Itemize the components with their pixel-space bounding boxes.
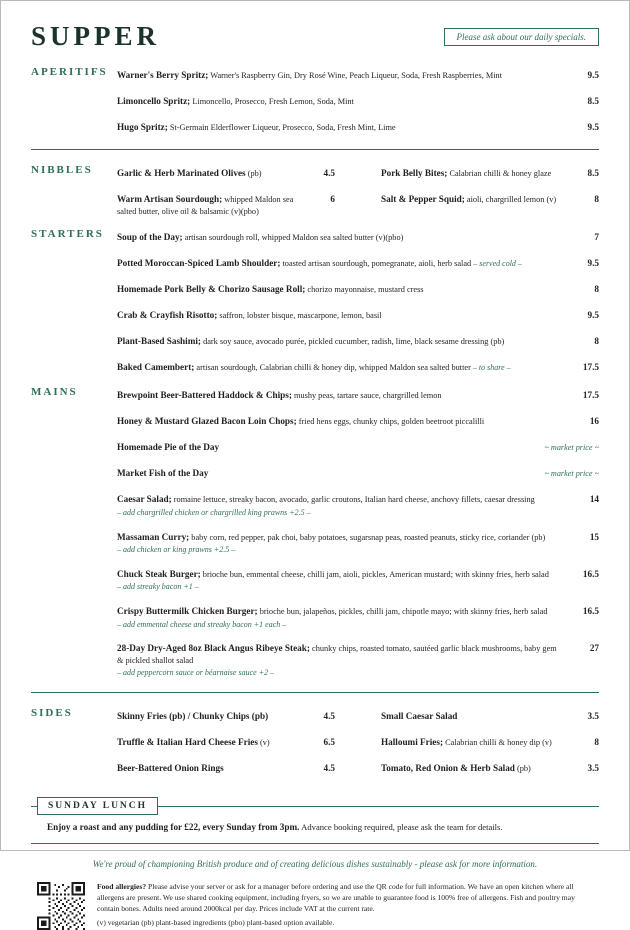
item-text: [117, 231, 571, 244]
market-price-note: ~ market price ~: [544, 469, 599, 479]
section-starters: [31, 227, 599, 383]
price-value: 17.5: [582, 390, 599, 401]
item-name: Warner's Berry Spritz;: [117, 70, 209, 80]
item-desc: toasted artisan sourdough, pomegranate, aioli, herb salad: [282, 259, 472, 269]
menu-item: [117, 385, 599, 403]
menu-item: [117, 758, 335, 776]
item-name: Homemade Pork Belly & Chorizo Sausage Roll;: [117, 284, 306, 295]
item-text: [117, 167, 307, 180]
item-text: [381, 193, 571, 206]
item-price: [571, 189, 599, 207]
item-price: [571, 758, 599, 776]
item-desc: Warner's Raspberry Gin, Dry Rosé Wine, Peach Liqueur, Soda, Fresh Raspberries, Mint: [210, 71, 503, 80]
item-price: [571, 527, 599, 545]
allergy-info: [97, 882, 593, 928]
item-price: [571, 706, 599, 724]
price-value: 9.5: [587, 122, 599, 132]
item-name: Chuck Steak Burger;: [117, 568, 201, 579]
item-price: [307, 163, 335, 181]
item-add-note: – add emmental cheese and streaky bacon +1 each –: [117, 619, 287, 629]
item-name: Honey & Mustard Glazed Bacon Loin Chops;: [117, 416, 297, 427]
nibbles-right-column: [381, 163, 599, 225]
item-desc: saffron, lobster bisque, mascarpone, lemon, basil: [219, 311, 382, 321]
menu-item: [117, 65, 599, 83]
item-desc: whipped Maldon sea salted butter, olive oil & balsamic (v)(pbo): [117, 195, 294, 216]
item-name: Salt & Pepper Squid;: [381, 194, 465, 204]
item-name: Pork Belly Bites;: [381, 168, 448, 178]
item-price: [544, 463, 599, 481]
menu-item: [117, 331, 599, 349]
item-text: [381, 167, 571, 180]
item-desc: chorizo mayonnaise, mustard cress: [307, 285, 424, 295]
item-name: Plant-Based Sashimi;: [117, 336, 201, 347]
item-price: [571, 279, 599, 297]
item-text: [117, 95, 571, 108]
item-desc: dark soy sauce, avocado purée, pickled cucumber, radish, lime, black sesame dressing (pb): [203, 337, 505, 347]
item-text: [381, 736, 571, 749]
item-name: 28-Day Dry-Aged 8oz Black Angus Ribeye Steak;: [117, 642, 310, 653]
price-value: 3.5: [587, 711, 599, 722]
item-name: Caesar Salad;: [117, 494, 172, 505]
item-text: [117, 257, 571, 270]
item-price: [571, 732, 599, 750]
sustainability-note: We're proud of championing British produce and of creating delicious dishes sustainably - please ask for more information.: [92, 859, 538, 870]
item-price: [571, 489, 599, 507]
item-name: Tomato, Red Onion & Herb Salad: [381, 763, 515, 774]
item-text: [117, 193, 307, 217]
item-name: Potted Moroccan-Spiced Lamb Shoulder;: [117, 258, 281, 269]
section-body: [117, 706, 599, 784]
item-desc: romaine lettuce, streaky bacon, avocado, garlic croutons, Italian hard cheese, anchovy fillets, caesar dressing: [173, 495, 535, 505]
item-add-note: – add chargrilled chicken or chargrilled king prawns +2.5 –: [117, 508, 311, 518]
price-value: 14: [589, 494, 599, 505]
item-price: [571, 357, 599, 375]
allergy-paragraph: [97, 882, 593, 914]
menu-item: [117, 527, 599, 556]
item-price: [571, 305, 599, 323]
market-price-note: ~ market price ~: [544, 443, 599, 453]
item-price: [571, 638, 599, 656]
item-name: Halloumi Fries;: [381, 737, 444, 748]
item-name: Crab & Crayfish Risotto;: [117, 310, 218, 321]
menu-item: [117, 189, 335, 217]
item-name: Homemade Pie of the Day: [117, 442, 220, 453]
price-value: 9.5: [587, 258, 599, 269]
item-text: [117, 69, 571, 82]
item-price: [571, 117, 599, 135]
item-price: [571, 227, 599, 245]
item-text: [117, 441, 544, 454]
item-desc: (pb): [247, 169, 262, 178]
price-value: 4.5: [323, 711, 335, 722]
sides-left-column: [117, 706, 335, 784]
menu-item: [117, 117, 599, 135]
price-value: 8: [594, 194, 599, 204]
item-add-note: – add peppercorn sauce or béarnaise sauce +2 –: [117, 668, 275, 678]
menu-item: [117, 357, 599, 375]
item-name: Skinny Fries (pb) / Chunky Chips (pb): [117, 711, 269, 722]
item-price: [307, 732, 335, 750]
item-text: [117, 389, 571, 402]
menu-item: [381, 732, 599, 750]
item-name: Beer-Battered Onion Rings: [117, 763, 224, 774]
price-value: 17.5: [582, 362, 599, 373]
section-body: [117, 163, 599, 225]
menu-item: [117, 463, 599, 481]
item-name: Market Fish of the Day: [117, 468, 209, 479]
menu-item: [381, 189, 599, 207]
item-name: Hugo Spritz;: [117, 122, 168, 132]
item-name: Soup of the Day;: [117, 232, 183, 243]
item-text: [117, 121, 571, 134]
item-inline-note: – to share –: [472, 363, 511, 373]
item-price: [571, 331, 599, 349]
menu-item: [117, 253, 599, 271]
item-price: [571, 411, 599, 429]
section-mains: [31, 385, 599, 686]
item-price: [544, 437, 599, 455]
item-add-note: – add streaky bacon +1 –: [117, 582, 199, 592]
item-desc: fried hens eggs, chunky chips, golden beetroot piccalilli: [298, 417, 485, 427]
price-value: 27: [589, 642, 599, 653]
item-desc: brioche bun, jalapeños, pickles, chilli jam, chipotle mayo; with skinny fries, herb salad: [259, 606, 548, 616]
sunday-lunch-detail: Advance booking required, please ask the team for details.: [301, 822, 503, 833]
item-name: Limoncello Spritz;: [117, 96, 191, 106]
item-price: [571, 253, 599, 271]
item-name: Small Caesar Salad: [381, 711, 458, 722]
item-price: [571, 65, 599, 83]
section-label: SIDES: [31, 707, 73, 720]
section-divider: [31, 149, 599, 150]
price-value: 16.5: [582, 605, 599, 616]
section-body: [117, 227, 599, 383]
item-desc: artisan sourdough, Calabrian chilli & honey dip, whipped Maldon sea salted butter: [196, 363, 471, 373]
item-text: [117, 762, 307, 775]
section-label: MAINS: [31, 386, 78, 399]
item-text: [381, 710, 571, 723]
item-text: [117, 415, 571, 428]
menu-item: [381, 163, 599, 181]
item-name: Garlic & Herb Marinated Olives: [117, 168, 246, 178]
price-value: 9.5: [587, 70, 599, 80]
item-text: [117, 467, 544, 480]
item-text: [117, 531, 571, 556]
allergy-body: Please advise your server or ask for a manager before ordering and use the QR code for full information. We have an open kitchen where all allergens are present. We use shared cooking equipment, including fryers, so we are unable to guarantee food is 100% free of allergens. Fish and poultry may contain bones. Adults need around 2000kcal per day. Prices include VAT at the current rate.: [97, 882, 575, 913]
item-name: Truffle & Italian Hard Cheese Fries: [117, 737, 258, 748]
page-title: SUPPER: [31, 21, 161, 51]
menu-item: [381, 706, 599, 724]
menu-item: [381, 758, 599, 776]
item-desc: (v): [260, 738, 270, 748]
item-desc: (pb): [517, 764, 531, 774]
price-value: 8: [594, 737, 599, 748]
item-inline-note: – served cold –: [473, 259, 522, 269]
qr-code: [37, 882, 85, 930]
item-text: [117, 605, 571, 630]
section-sides: [31, 706, 599, 784]
menu-item: [117, 706, 335, 724]
section-divider: [31, 692, 599, 693]
section-label: STARTERS: [31, 228, 104, 241]
item-desc: artisan sourdough roll, whipped Maldon sea salted butter (v)(pbo): [184, 233, 404, 243]
sides-right-column: [381, 706, 599, 784]
item-price: [571, 163, 599, 181]
price-value: 8.5: [587, 96, 599, 106]
sunday-lunch-lead: Enjoy a roast and any pudding for £22, every Sunday from 3pm.: [47, 822, 300, 833]
item-price: [307, 706, 335, 724]
item-price: [307, 758, 335, 776]
sunday-lunch-label: SUNDAY LUNCH: [37, 797, 158, 815]
item-name: Massaman Curry;: [117, 531, 190, 542]
item-price: [571, 385, 599, 403]
item-desc: brioche bun, emmental cheese, chilli jam, aioli, pickles, American mustard; with skinny fries, herb salad: [202, 569, 549, 579]
item-text: [117, 283, 571, 296]
price-value: 8: [594, 336, 599, 347]
item-name: Crispy Buttermilk Chicken Burger;: [117, 605, 258, 616]
item-name: Brewpoint Beer-Battered Haddock & Chips;: [117, 390, 292, 401]
item-desc: Limoncello, Prosecco, Fresh Lemon, Soda, Mint: [192, 97, 354, 106]
item-text: [117, 335, 571, 348]
section-aperitifs: [31, 65, 599, 143]
price-value: 3.5: [587, 763, 599, 774]
section-nibbles: [31, 163, 599, 225]
item-desc: chunky chips, roasted tomato, sautéed garlic black mushrooms, baby gem & pickled shallot salad: [117, 643, 557, 665]
item-text: [117, 736, 307, 749]
menu-item: [117, 305, 599, 323]
price-value: 8.5: [587, 168, 599, 178]
allergy-title: Food allergies?: [97, 882, 147, 892]
section-body: [117, 65, 599, 143]
menu-item: [117, 601, 599, 630]
menu-item: [117, 638, 599, 679]
daily-specials-note: Please ask about our daily specials.: [444, 28, 599, 46]
footer: [31, 882, 599, 930]
section-label: NIBBLES: [31, 164, 93, 176]
item-text: [117, 710, 307, 723]
item-desc: aioli, chargrilled lemon (v): [466, 195, 557, 204]
section-body: [117, 385, 599, 686]
price-value: 16: [589, 416, 599, 427]
price-value: 6.5: [323, 737, 335, 748]
menu-item: [117, 411, 599, 429]
price-value: 9.5: [587, 310, 599, 321]
price-value: 15: [589, 531, 599, 542]
menu-header: [31, 21, 599, 52]
item-text: [117, 568, 571, 593]
menu-item: [117, 732, 335, 750]
price-value: 4.5: [323, 763, 335, 774]
menu-item: [117, 227, 599, 245]
item-text: [117, 309, 571, 322]
nibbles-left-column: [117, 163, 335, 225]
item-text: [117, 361, 571, 374]
sunday-lunch-panel: [31, 801, 599, 844]
item-desc: baby corn, red pepper, pak choi, baby potatoes, sugarsnap peas, roasted peanuts, sticky rice, coriander (pb): [191, 532, 546, 542]
item-price: [307, 189, 335, 207]
item-text: [381, 762, 571, 775]
price-value: 16.5: [582, 568, 599, 579]
price-value: 7: [594, 232, 599, 243]
dietary-legend: (v) vegetarian (pb) plant-based ingredients (pbo) plant-based option available.: [97, 917, 335, 927]
item-desc: mushy peas, tartare sauce, chargrilled lemon: [293, 391, 442, 401]
item-name: Warm Artisan Sourdough;: [117, 194, 223, 204]
item-price: [571, 564, 599, 582]
menu-item: [117, 163, 335, 181]
item-add-note: – add chicken or king prawns +2.5 –: [117, 545, 236, 555]
item-price: [571, 601, 599, 619]
sunday-lunch-text: [47, 822, 583, 832]
menu-item: [117, 564, 599, 593]
item-text: [117, 642, 571, 679]
section-label: APERITIFS: [31, 66, 108, 78]
price-value: 6: [330, 194, 335, 204]
item-text: [117, 493, 571, 518]
qr-code-icon: [37, 882, 85, 930]
item-desc: Calabrian chilli & honey glaze: [449, 169, 552, 178]
menu-item: [117, 437, 599, 455]
price-value: 8: [594, 284, 599, 295]
menu-item: [117, 279, 599, 297]
item-desc: St-Germain Elderflower Liqueur, Prosecco, Soda, Fresh Mint, Lime: [169, 123, 396, 132]
menu-item: [117, 91, 599, 109]
price-value: 4.5: [323, 168, 335, 178]
menu-item: [117, 489, 599, 518]
item-price: [571, 91, 599, 109]
item-name: Baked Camembert;: [117, 362, 195, 373]
item-desc: Calabrian chilli & honey dip (v): [445, 738, 552, 748]
